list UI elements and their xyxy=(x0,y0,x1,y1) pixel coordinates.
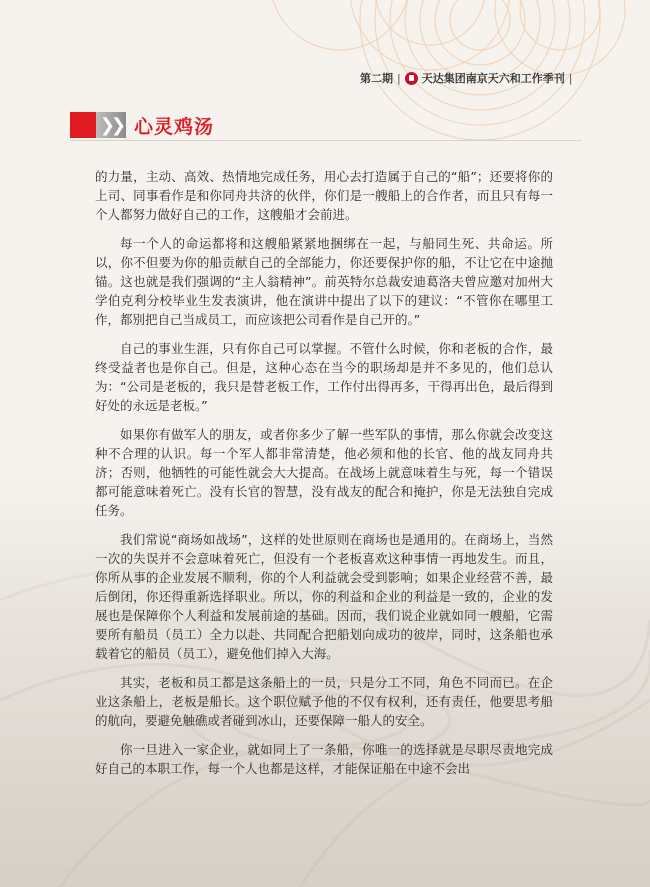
header-separator-end: | xyxy=(568,71,573,85)
paragraph-5: 我们常说“商场如战场”，这样的处世原则在商场也是通用的。在商场上，当然一次的失误并不会意味着死亡，但没有一个老板喜欢这种事情一再地发生。而且，你所从事的企业发展不顺利，你的个人利益就会受到影响；如果企业经营不善，最后倒闭，你还得重新选择职业。所以，你的利益和企业的利益是一致的，企业的发展也是保障你个人利益和发展前途的基础。因而，我们说企业就如同一艘船，它需要所有船员（员工）全力以赴、共同配合把船划向成功的彼岸，同时，这条船也承载着它的船员（员工），避免他们掉入大海。 xyxy=(95,532,553,661)
paragraph-4: 如果你有做军人的朋友，或者你多少了解一些军队的事情，那么你就会改变这种不合理的认识。每一个军人都非常清楚，他必须和他的长官、他的战友同舟共济；否则，他牺牲的可能性就会大大提高。在战场上就意味着生与死，每一个错误都可能意味着死亡。没有长官的智慧，没有战友的配合和掩护，你是无法独自完成任务。 xyxy=(95,427,553,518)
red-block-decoration xyxy=(70,112,96,138)
header-separator: | xyxy=(397,71,401,85)
issue-number: 第二期 xyxy=(360,72,393,85)
section-title-bar xyxy=(70,112,214,138)
paragraph-3: 自己的事业生涯，只有你自己可以掌握。不管什么时候，你和老板的合作，最终受益者也是你自己。但是，这种心态在当今的职场却是并不多见的，他们总认为：“公司是老板的，我只是替老板工作，工作付出得再多，干得再出色，最后得到好处的永远是老板。” xyxy=(95,341,553,413)
paragraph-7: 你一旦进入一家企业，就如同上了一条船，你唯一的选择就是尽职尽责地完成好自己的本职工作，每一个人也都是这样，才能保证船在中途不会出 xyxy=(95,742,553,776)
double-chevron-icon: ❯❯ xyxy=(96,112,126,138)
title-divider xyxy=(70,140,582,141)
paragraph-6: 其实，老板和员工都是这条船上的一员，只是分工不同，角色不同而已。在企业这条船上，老板是船长。这个职位赋予他的不仅有权利，还有责任，他要思考船的航向，要避免触礁或者碰到冰山，还要保障一船人的安全。 xyxy=(95,675,553,728)
section-title: 心灵鸡汤 xyxy=(134,115,215,138)
company-logo-icon xyxy=(405,72,418,85)
publication-title: 天达集团南京天六和工作季刊 xyxy=(421,72,565,85)
article-body xyxy=(95,167,553,788)
paragraph-1: 的力量，主动、高效、热情地完成任务，用心去打造属于自己的“船”；还要将你的上司、同事看作是和你同舟共济的伙伴，你们是一艘船上的合作者，而且只有每一个人都努力做好自己的工作，这艘船才会前进。 xyxy=(95,169,553,222)
paragraph-2: 每一个人的命运都将和这艘船紧紧地捆绑在一起，与船同生死、共命运。所以，你不但要为你的船贡献自己的全部能力，你还要保护你的船，不让它在中途抛锚。这也就是我们强调的“主人翁精神”。前英特尔总裁安迪葛洛夫曾应邀对加州大学伯克利分校毕业生发表演讲，他在演讲中提出了以下的建议：“不管你在哪里工作，都别把自己当成员工，而应该把公司看作是自己开的。” xyxy=(95,236,553,327)
page-header xyxy=(360,70,572,86)
